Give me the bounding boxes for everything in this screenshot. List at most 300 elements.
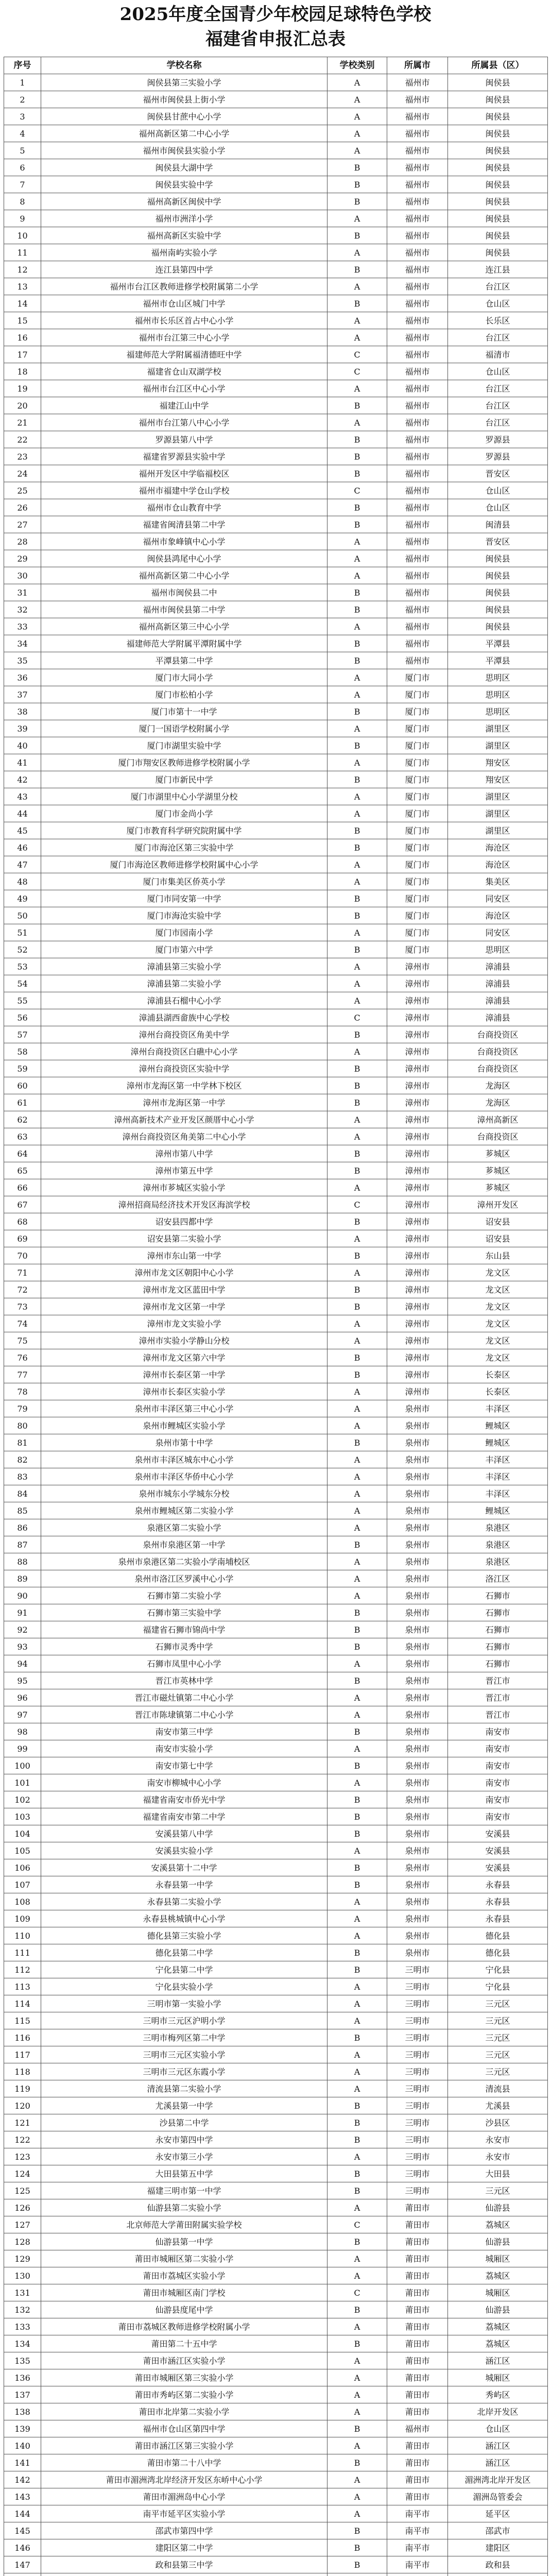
county: 闽侯县 [448,108,548,125]
table-row [4,2505,548,2522]
school-category: B [328,1672,387,1689]
county: 芗城区 [448,1145,548,1162]
school-name: 仙游县第一中学 [41,2233,328,2250]
school-name: 南安市实验小学 [41,1740,328,1757]
city: 泉州市 [387,1553,448,1570]
row-index: 4 [4,125,41,142]
row-index: 23 [4,448,41,465]
school-category: A [328,2505,387,2522]
school-category: A [328,1451,387,1468]
school-name: 漳州市第八中学 [41,1145,328,1162]
county: 台江区 [448,397,548,414]
table-row [4,2522,548,2539]
city: 泉州市 [387,1604,448,1621]
city: 福州市 [387,244,448,261]
city: 福州市 [387,397,448,414]
table-row [4,1332,548,1349]
city: 漳州市 [387,1162,448,1179]
table-row [4,1026,548,1043]
table-row [4,448,548,465]
row-index: 7 [4,176,41,193]
table-row [4,567,548,584]
table-row [4,1349,548,1366]
county: 三元区 [448,2063,548,2080]
table-row [4,1587,548,1604]
school-category: A [328,2471,387,2488]
city: 福州市 [387,193,448,210]
row-index: 33 [4,618,41,635]
city: 厦门市 [387,771,448,788]
school-category: B [328,1026,387,1043]
city: 福州市 [387,346,448,363]
school-name: 厦门市第十一中学 [41,703,328,720]
row-index: 108 [4,1893,41,1910]
row-index: 111 [4,1944,41,1961]
county: 台商投资区 [448,1128,548,1145]
city: 福州市 [387,618,448,635]
table-row [4,873,548,890]
table-row [4,2301,548,2318]
school-category: B [328,1723,387,1740]
school-category: B [328,601,387,618]
county: 三元区 [448,2182,548,2199]
row-index: 97 [4,1706,41,1723]
school-category: B [328,890,387,907]
school-category: A [328,2199,387,2216]
table-row [4,2556,548,2573]
row-index: 41 [4,754,41,771]
row-index: 107 [4,1876,41,1893]
city: 福州市 [387,601,448,618]
table-row [4,2335,548,2352]
school-category: B [328,941,387,958]
table-row [4,142,548,159]
table-row [4,2488,548,2505]
table-row [4,924,548,941]
county: 平潭县 [448,652,548,669]
school-category: C [328,1196,387,1213]
school-name: 福建师范大学附属福清德旺中学 [41,346,328,363]
row-index: 143 [4,2488,41,2505]
county: 闽侯县 [448,244,548,261]
county: 诏安县 [448,1213,548,1230]
table-row [4,1502,548,1519]
table-row [4,363,548,380]
county: 南安市 [448,1791,548,1808]
school-name: 福州高新区闽侯中学 [41,193,328,210]
row-index: 62 [4,1111,41,1128]
county: 仓山区 [448,2420,548,2437]
school-category: A [328,1128,387,1145]
row-index: 11 [4,244,41,261]
city: 泉州市 [387,1791,448,1808]
table-row [4,533,548,550]
school-name: 晋江市磁灶镇第二中心小学 [41,1689,328,1706]
table-row [4,1757,548,1774]
row-index: 145 [4,2522,41,2539]
city: 漳州市 [387,1247,448,1264]
row-index: 90 [4,1587,41,1604]
school-name: 闽侯县甘蔗中心小学 [41,108,328,125]
table-row [4,1553,548,1570]
school-name: 莆田市涵江区实验小学 [41,2352,328,2369]
city: 泉州市 [387,1570,448,1587]
row-index: 57 [4,1026,41,1043]
school-name: 莆田市湄洲岛中心小学 [41,2488,328,2505]
table-row [4,601,548,618]
school-name: 石狮市灵秀中学 [41,1638,328,1655]
row-index: 119 [4,2080,41,2097]
city: 莆田市 [387,2301,448,2318]
county: 台江区 [448,278,548,295]
school-category: B [328,839,387,856]
school-category: B [328,1213,387,1230]
school-name: 莆田市北岸第二实验小学 [41,2403,328,2420]
school-category: A [328,91,387,108]
county: 思明区 [448,703,548,720]
row-index: 60 [4,1077,41,1094]
table-row [4,2386,548,2403]
city: 漳州市 [387,1128,448,1145]
row-index: 120 [4,2097,41,2114]
county: 罗源县 [448,448,548,465]
school-category: A [328,2148,387,2165]
school-name: 莆田市城厢区南门学校 [41,2284,328,2301]
city: 泉州市 [387,1485,448,1502]
table-row [4,2454,548,2471]
table-row [4,771,548,788]
school-name: 漳州招商局经济技术开发区海滨学校 [41,1196,328,1213]
school-name: 厦门市园南小学 [41,924,328,941]
school-category: C [328,1009,387,1026]
school-category: A [328,618,387,635]
school-name: 石狮市第二实验小学 [41,1587,328,1604]
county: 漳州高新区 [448,1111,548,1128]
table-row [4,2352,548,2369]
table-row [4,2403,548,2420]
table-row [4,465,548,482]
school-category: B [328,2539,387,2556]
table-row [4,1791,548,1808]
city: 泉州市 [387,1434,448,1451]
row-index: 104 [4,1825,41,1842]
table-row [4,2148,548,2165]
county: 闽侯县 [448,176,548,193]
school-category: B [328,1077,387,1094]
city: 三明市 [387,1978,448,1995]
table-row [4,1740,548,1757]
county: 闽侯县 [448,193,548,210]
school-category: A [328,2012,387,2029]
school-name: 福州市台江第八中心小学 [41,414,328,431]
city: 漳州市 [387,1145,448,1162]
row-index: 127 [4,2216,41,2233]
city: 泉州市 [387,1655,448,1672]
row-index: 64 [4,1145,41,1162]
school-name: 福州市福建中学仓山学校 [41,482,328,499]
school-category: A [328,1910,387,1927]
table-row [4,346,548,363]
school-category: B [328,1281,387,1298]
row-index: 102 [4,1791,41,1808]
city: 漳州市 [387,1077,448,1094]
school-name: 福建省南安市第二中学 [41,1808,328,1825]
school-category: B [328,1757,387,1774]
county: 泉港区 [448,1536,548,1553]
school-category: B [328,1604,387,1621]
school-name: 政和县第三中学 [41,2556,328,2573]
school-category: B [328,652,387,669]
county: 闽侯县 [448,227,548,244]
table-row [4,1213,548,1230]
table-row [4,2012,548,2029]
school-name: 福州市长乐区首占中心小学 [41,312,328,329]
county: 连江县 [448,261,548,278]
school-name: 莆田市城厢区第三实验小学 [41,2369,328,2386]
row-index: 84 [4,1485,41,1502]
school-category: A [328,278,387,295]
school-name: 莆田市荔城区实验小学 [41,2267,328,2284]
county: 南安市 [448,1740,548,1757]
school-category: A [328,125,387,142]
city: 漳州市 [387,958,448,975]
school-name: 福州高新区第二中心小学 [41,125,328,142]
school-name: 石狮市第三实验中学 [41,1604,328,1621]
table-row [4,2267,548,2284]
county: 丰泽区 [448,1451,548,1468]
row-index: 40 [4,737,41,754]
school-name: 漳州市长泰区第一中学 [41,1366,328,1383]
row-index: 124 [4,2165,41,2182]
school-category: C [328,2284,387,2301]
city: 福州市 [387,227,448,244]
county: 芗城区 [448,1162,548,1179]
school-name: 厦门市海沧区教师进修学校附属中心小学 [41,856,328,873]
county: 海沧区 [448,907,548,924]
school-category: B [328,1094,387,1111]
school-name: 厦门市翔安区教师进修学校附属小学 [41,754,328,771]
city: 莆田市 [387,2437,448,2454]
row-index: 42 [4,771,41,788]
city: 莆田市 [387,2403,448,2420]
city: 漳州市 [387,1179,448,1196]
county: 尤溪县 [448,2097,548,2114]
school-category: A [328,754,387,771]
city: 福州市 [387,431,448,448]
school-category: A [328,1485,387,1502]
table-row [4,2046,548,2063]
table-row [4,2063,548,2080]
city: 泉州市 [387,1859,448,1876]
county: 闽侯县 [448,567,548,584]
county: 荔城区 [448,2335,548,2352]
city: 泉州市 [387,1621,448,1638]
school-name: 泉州市洛江区罗溪中心小学 [41,1570,328,1587]
row-index: 67 [4,1196,41,1213]
table-row [4,1689,548,1706]
county: 仓山区 [448,295,548,312]
table-row [4,91,548,108]
row-index: 63 [4,1128,41,1145]
city: 泉州市 [387,1842,448,1859]
table-row [4,2318,548,2335]
city: 泉州市 [387,1893,448,1910]
school-category: B [328,2420,387,2437]
table-row [4,550,548,567]
county: 沙县区 [448,2114,548,2131]
school-name: 福州南屿实验小学 [41,244,328,261]
school-name: 福州市仓山区第四中学 [41,2420,328,2437]
school-category: A [328,2437,387,2454]
county: 仓山区 [448,363,548,380]
county: 龙文区 [448,1349,548,1366]
row-index: 16 [4,329,41,346]
school-name: 莆田市第二十八中学 [41,2454,328,2471]
table-row [4,2471,548,2488]
county: 洛江区 [448,1570,548,1587]
school-name: 厦门市教育科学研究院附属中学 [41,822,328,839]
county: 湖里区 [448,720,548,737]
school-category: B [328,1791,387,1808]
county: 三元区 [448,1995,548,2012]
school-category: B [328,771,387,788]
row-index: 65 [4,1162,41,1179]
school-category: A [328,550,387,567]
county: 城厢区 [448,2369,548,2386]
county: 翔安区 [448,771,548,788]
county: 鲤城区 [448,1417,548,1434]
city: 泉州市 [387,1757,448,1774]
school-name: 永安市第四中学 [41,2131,328,2148]
school-name: 福州市闽侯县第二中学 [41,601,328,618]
school-category: A [328,1655,387,1672]
city: 莆田市 [387,2267,448,2284]
row-index: 100 [4,1757,41,1774]
county: 三元区 [448,2046,548,2063]
school-category: B [328,1145,387,1162]
header-county: 所属县（区） [448,57,548,74]
table-row [4,397,548,414]
row-index: 137 [4,2386,41,2403]
school-category: A [328,210,387,227]
school-name: 南平市延平区实验小学 [41,2505,328,2522]
schools-table [4,57,548,2576]
school-name: 厦门市集美区侨英小学 [41,873,328,890]
city: 厦门市 [387,907,448,924]
school-category: A [328,873,387,890]
county: 仓山区 [448,499,548,516]
county: 漳浦县 [448,975,548,992]
city: 漳州市 [387,1298,448,1315]
school-name: 福建省罗源县实验中学 [41,448,328,465]
table-row [4,1570,548,1587]
county: 龙海区 [448,1077,548,1094]
school-name: 厦门市金尚小学 [41,805,328,822]
school-category: B [328,2556,387,2573]
county: 建阳区 [448,2539,548,2556]
school-name: 泉州市鲤城区实验小学 [41,1417,328,1434]
city: 厦门市 [387,839,448,856]
table-row [4,2250,548,2267]
school-category: B [328,2182,387,2199]
table-row [4,669,548,686]
row-index: 109 [4,1910,41,1927]
city: 莆田市 [387,2488,448,2505]
county: 永春县 [448,1910,548,1927]
table-row [4,958,548,975]
county: 仙游县 [448,2233,548,2250]
row-index: 10 [4,227,41,244]
table-row [4,1927,548,1944]
county: 永春县 [448,1893,548,1910]
school-category: B [328,397,387,414]
school-name: 晋江市陈埭镇第二中心小学 [41,1706,328,1723]
school-category: A [328,108,387,125]
county: 宁化县 [448,1978,548,1995]
school-name: 漳州市龙文区第六中学 [41,1349,328,1366]
city: 三明市 [387,1961,448,1978]
table-row [4,890,548,907]
county: 石狮市 [448,1621,548,1638]
city: 福州市 [387,91,448,108]
row-index: 80 [4,1417,41,1434]
header-city: 所属市 [387,57,448,74]
table-row [4,1196,548,1213]
school-category: A [328,2046,387,2063]
school-category: B [328,2029,387,2046]
table-row [4,1859,548,1876]
school-name: 建阳区第二中学 [41,2539,328,2556]
county: 平潭县 [448,635,548,652]
document-subtitle: 福建省申报汇总表 [205,29,346,49]
school-category: A [328,975,387,992]
school-category: A [328,805,387,822]
school-name: 闽侯县大湖中学 [41,159,328,176]
row-index: 136 [4,2369,41,2386]
school-name: 德化县第三实验小学 [41,1927,328,1944]
city: 福州市 [387,516,448,533]
row-index: 38 [4,703,41,720]
row-index: 126 [4,2199,41,2216]
table-row [4,1145,548,1162]
table-row [4,1825,548,1842]
table-row [4,108,548,125]
county: 安溪县 [448,1842,548,1859]
county: 永安市 [448,2148,548,2165]
school-category: A [328,2250,387,2267]
table-row [4,1774,548,1791]
table-row [4,1842,548,1859]
school-name: 漳州台商投资区实验中学 [41,1060,328,1077]
city: 泉州市 [387,1689,448,1706]
row-index: 141 [4,2454,41,2471]
school-category: B [328,227,387,244]
table-body [4,74,548,2576]
county: 台商投资区 [448,1026,548,1043]
row-index: 18 [4,363,41,380]
row-index: 116 [4,2029,41,2046]
school-name: 永春县桃城镇中心小学 [41,1910,328,1927]
table-row [4,1655,548,1672]
school-category: A [328,2386,387,2403]
city: 泉州市 [387,1587,448,1604]
city: 莆田市 [387,2471,448,2488]
school-name: 漳浦县石榴中心小学 [41,992,328,1009]
city: 福州市 [387,74,448,91]
city: 福州市 [387,363,448,380]
school-category: A [328,312,387,329]
table-row [4,1281,548,1298]
